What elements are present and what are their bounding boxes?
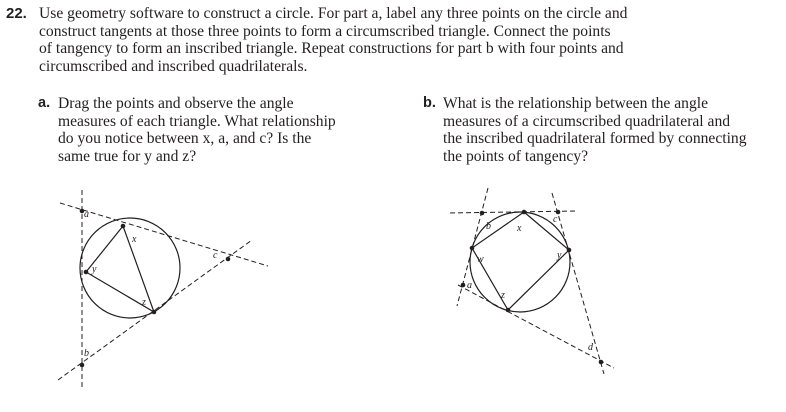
vertex-point[interactable] — [80, 363, 85, 368]
angle-label-d: d — [588, 342, 593, 353]
angle-label-b: b — [84, 348, 89, 359]
problem-line: construct tangents at those three points to form a circumscribed triangle. Connect the points — [39, 22, 611, 40]
angle-label-z: z — [142, 297, 146, 308]
question-line: What is the relationship between the angle — [443, 95, 709, 112]
tangent-point[interactable] — [84, 270, 89, 275]
angle-label-w: w — [477, 254, 484, 265]
question-line: do you notice between x, a, and c? Is the — [58, 130, 312, 148]
question-line: the points of tangency? — [443, 147, 589, 165]
question-line: measures of a circumscribed quadrilateral and — [443, 112, 731, 130]
angle-label-b: b — [486, 221, 491, 232]
problem-statement — [39, 5, 774, 75]
part-a-question — [58, 95, 398, 165]
tangent-point[interactable] — [522, 210, 527, 215]
angle-label-c: c — [553, 214, 558, 225]
tangent-point[interactable] — [567, 248, 572, 253]
question-line: Drag the points and observe the angle — [58, 95, 294, 112]
question-line: same true for y and z? — [58, 147, 197, 165]
question-line: measures of each triangle. What relationship — [58, 112, 336, 130]
angle-label-y: y — [557, 250, 562, 261]
problem-number: 22. — [6, 5, 27, 22]
problem-line: of tangency to form an inscribed triangle. Repeat constructions for part b with four points and — [39, 40, 624, 58]
vertex-point[interactable] — [461, 283, 466, 288]
problem-line: circumscribed and inscribed quadrilaterals. — [39, 57, 308, 75]
part-b-label: b. — [423, 95, 436, 111]
problem-line: Use geometry software to construct a circle. For part a, label any three points on the circle and — [39, 5, 628, 22]
vertex-point[interactable] — [599, 360, 604, 365]
tangent-point[interactable] — [506, 308, 511, 313]
angle-label-x: x — [132, 234, 137, 245]
vertex-point[interactable] — [226, 257, 231, 262]
part-b-question — [443, 95, 786, 165]
vertex-point[interactable] — [480, 211, 485, 216]
angle-label-y: y — [92, 264, 97, 275]
tangent-line-right — [552, 193, 604, 374]
angle-label-z: z — [501, 290, 505, 301]
figure-b-quadrilateral-construction — [440, 180, 640, 385]
tangent-point[interactable] — [470, 246, 475, 251]
part-a-label: a. — [38, 95, 51, 111]
figure-a-triangle-construction — [50, 185, 280, 390]
question-line: the inscribed quadrilateral formed by connecting — [443, 130, 747, 148]
tangent-line-1 — [60, 203, 268, 266]
tangent-point[interactable] — [152, 310, 157, 315]
angle-label-a: a — [84, 209, 89, 220]
tangent-point[interactable] — [121, 224, 126, 229]
angle-label-x: x — [517, 223, 522, 234]
angle-label-a: a — [467, 280, 472, 291]
angle-label-c: c — [213, 250, 218, 261]
